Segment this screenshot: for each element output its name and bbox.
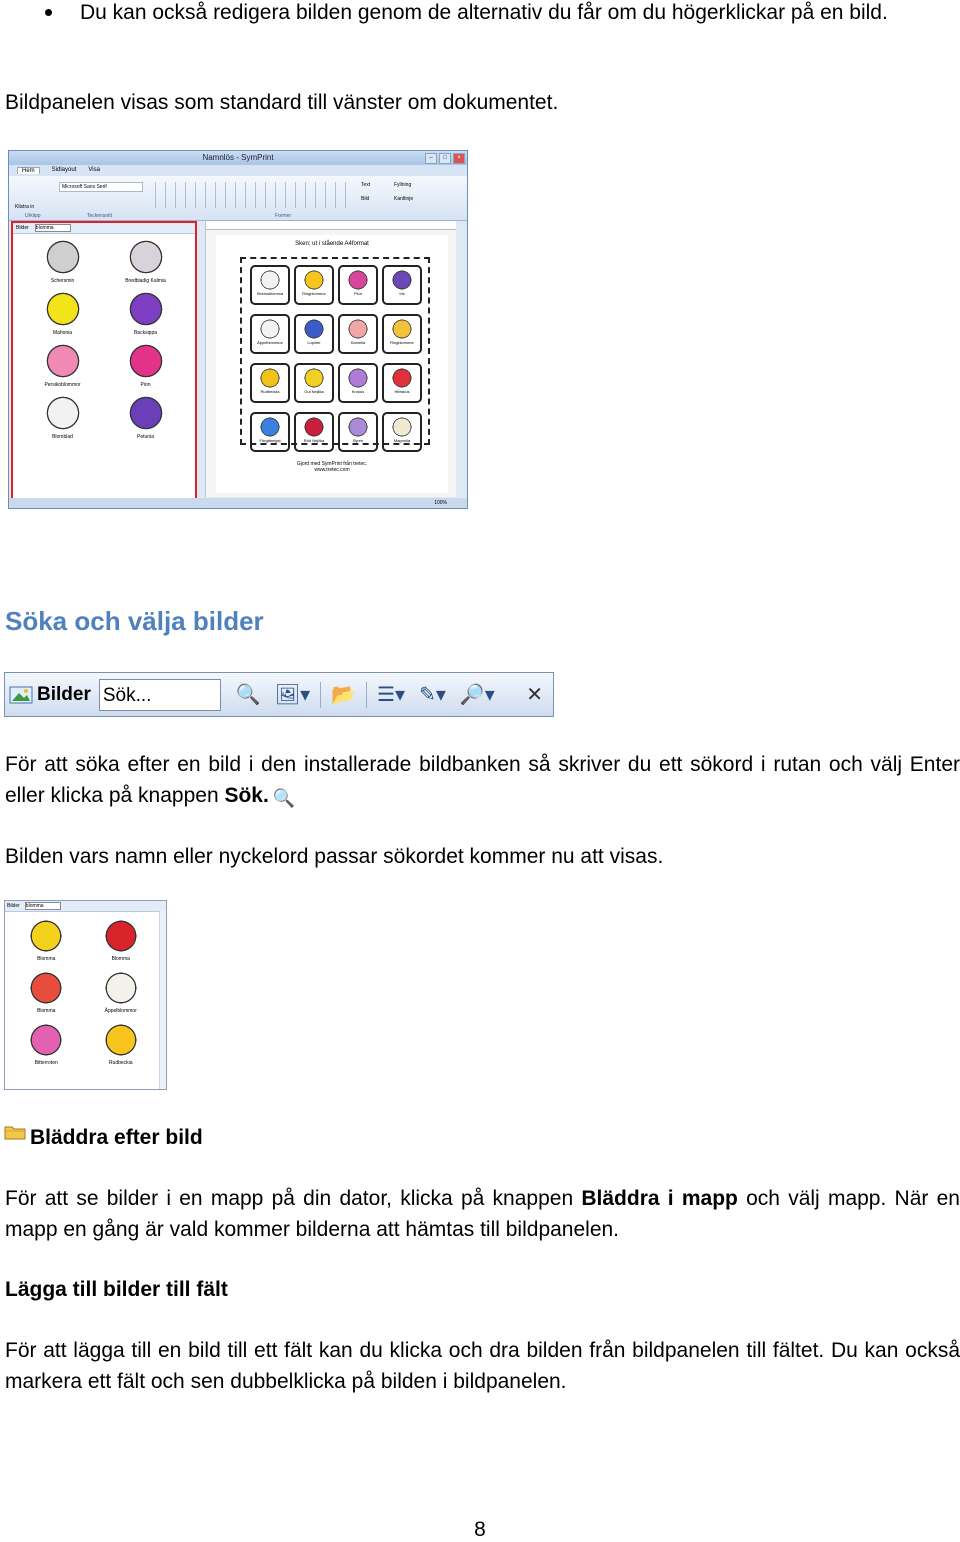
result-item: Blomma xyxy=(9,918,84,962)
card-label: Ringblommor xyxy=(302,291,326,296)
browse-paragraph: För att se bilder i en mapp på din dator, klicka på knappen Bläddra i mapp och välj mapp. När en mapp en gång är vald kommer bilderna att hämtas till bildpanelen. xyxy=(5,1187,960,1241)
binoculars-icon: 🔍 xyxy=(272,788,296,808)
sheet-title: Sken: ut i stående A4format xyxy=(295,241,369,247)
picture-card xyxy=(338,265,378,305)
result-paragraph: Bilden vars namn eller nyckelord passar sökordet kommer nu att visas. xyxy=(5,845,664,868)
maximize-icon: □ xyxy=(439,153,451,164)
flower-icon xyxy=(391,269,413,291)
picture-card xyxy=(294,412,334,452)
panel-toolbar: Bilder blomma xyxy=(13,223,195,234)
flower-icon xyxy=(28,970,64,1006)
tab-hem: Hem xyxy=(17,167,40,174)
picture-card xyxy=(338,363,378,403)
divider xyxy=(366,682,367,708)
flower-icon xyxy=(127,290,165,328)
flower-icon xyxy=(259,318,281,340)
flower-icon xyxy=(391,318,413,340)
panel-item: Petunia xyxy=(104,394,187,440)
tab-visa: Visa xyxy=(88,167,100,173)
flower-icon xyxy=(303,367,325,389)
panel-item: Blomblad xyxy=(21,394,104,440)
flower-icon xyxy=(259,416,281,438)
picture-card xyxy=(294,363,334,403)
card-label: Gul Nejlika xyxy=(304,389,324,394)
shapes-gallery xyxy=(149,182,349,208)
flower-icon xyxy=(303,416,325,438)
picture-card xyxy=(250,363,290,403)
edit-button[interactable]: ✎▾ xyxy=(419,684,446,706)
tab-sidlayout: Sidlayout xyxy=(51,167,77,173)
card-label: Pion xyxy=(353,291,362,296)
binoculars-search-button[interactable]: 🔍 xyxy=(235,684,261,706)
heading-add: Lägga till bilder till fält xyxy=(5,1278,228,1301)
picture-card xyxy=(382,412,422,452)
minimize-icon: – xyxy=(425,153,437,164)
window-titlebar: Namnlös - SymPrint – □ × xyxy=(9,151,467,165)
scrollbar xyxy=(159,911,166,1089)
flower-icon xyxy=(347,269,369,291)
ribbon: Klistra in Microsoft Sans Serif Text Fyllning Bild Kantlinje Urklipp Teckensnitt Former xyxy=(9,176,467,221)
flower-icon xyxy=(303,318,325,340)
picture-icon xyxy=(9,685,33,705)
divider xyxy=(320,682,321,708)
flower-icon xyxy=(347,416,369,438)
insert-picture-button[interactable]: 🖼▾ xyxy=(274,684,311,706)
image-panel-highlighted xyxy=(11,221,197,501)
result-item: Blomma xyxy=(84,918,159,962)
card-label: Ringblommor xyxy=(390,340,414,345)
results-grid xyxy=(5,912,166,1066)
toolbar-label: Bilder xyxy=(9,684,91,706)
close-icon: × xyxy=(453,153,465,164)
close-button[interactable]: ✕ xyxy=(526,684,543,706)
flower-icon xyxy=(347,367,369,389)
picture-card xyxy=(382,314,422,354)
picture-card xyxy=(338,314,378,354)
search-results-screenshot xyxy=(4,900,167,1090)
picture-card xyxy=(250,265,290,305)
flower-icon xyxy=(347,318,369,340)
card-label: Hibiskus xyxy=(394,389,410,394)
ribbon-tabs xyxy=(9,165,467,176)
image-toolbar xyxy=(4,672,554,717)
card-label: Lupiner xyxy=(307,340,321,345)
ruler xyxy=(206,221,456,230)
flower-icon xyxy=(44,394,82,432)
folder-open-button[interactable]: 📂 xyxy=(331,684,357,706)
card-label: Äppelblommor xyxy=(257,340,283,345)
view-list-button[interactable]: ☰▾ xyxy=(377,684,406,706)
flower-icon xyxy=(103,970,139,1006)
flower-icon xyxy=(127,394,165,432)
flower-icon xyxy=(103,1022,139,1058)
app-screenshot xyxy=(8,150,468,509)
sheet-footer: Gjord med SymPrint från tretec. www.tretec.com xyxy=(296,461,368,473)
card-label: Magnolia xyxy=(393,438,411,443)
bullet-icon xyxy=(45,9,52,16)
status-bar xyxy=(9,498,467,508)
picture-card xyxy=(382,363,422,403)
zoom-level: 100% xyxy=(434,500,447,506)
picture-card xyxy=(250,412,290,452)
search-paragraph: För att söka efter en bild i den installerade bildbanken så skriver du ett sökord i rutan och välj Enter eller klicka på knappen Sök. 🔍 xyxy=(5,749,960,814)
card-label: Sektusblomma xyxy=(256,291,284,296)
card-grid xyxy=(242,259,428,458)
card-label: Röd Nejlika xyxy=(303,438,325,443)
panel-item: Bredbladig Kalmia xyxy=(104,238,187,284)
intro-bullet: Du kan också redigera bilden genom de alternativ du får om du högerklickar på en bild. xyxy=(80,0,940,28)
paste-label: Klistra in xyxy=(15,204,35,210)
flower-icon xyxy=(303,269,325,291)
flower-icon xyxy=(127,342,165,380)
card-label: Iris xyxy=(399,291,405,296)
picture-card xyxy=(294,314,334,354)
flower-icon xyxy=(259,269,281,291)
flower-icon xyxy=(44,290,82,328)
card-label: Rudbeckia xyxy=(260,389,280,394)
panel-item: Mahonia xyxy=(21,290,104,336)
font-name-field: Microsoft Sans Serif xyxy=(59,182,143,192)
flower-icon xyxy=(28,918,64,954)
flower-icon xyxy=(44,238,82,276)
picture-card xyxy=(338,412,378,452)
picture-card xyxy=(382,265,422,305)
document-area xyxy=(205,221,456,497)
panel-item: Backsippa xyxy=(104,290,187,336)
panel-grid xyxy=(13,234,195,444)
card-label: Kamelia xyxy=(350,340,366,345)
add-paragraph: För att lägga till en bild till ett fält kan du klicka och dra bilden från bildpanelen till fältet. Du kan också markera ett fält och sen dubbelklicka på bilden i bildpanelen. xyxy=(5,1339,960,1393)
card-frame xyxy=(240,257,430,445)
result-item: Bitterroten xyxy=(9,1022,84,1066)
result-item: Blomma xyxy=(9,970,84,1014)
folder-icon xyxy=(4,1124,26,1140)
flower-icon xyxy=(28,1022,64,1058)
flower-icon xyxy=(259,367,281,389)
heading-browse: Bläddra efter bild xyxy=(30,1126,203,1149)
default-panel-text: Bildpanelen visas som standard till vänster om dokumentet. xyxy=(5,91,559,114)
card-label: Syren xyxy=(352,438,364,443)
card-label: Förgätmigej xyxy=(259,438,281,443)
search-input[interactable]: Sök... xyxy=(99,679,221,711)
page-number: 8 xyxy=(474,1518,486,1541)
panel-item: Persikoblommor xyxy=(21,342,104,388)
card-label: Krokus xyxy=(351,389,365,394)
flower-icon xyxy=(44,342,82,380)
flower-icon xyxy=(103,918,139,954)
document-sheet xyxy=(216,235,448,493)
result-item: Rudbeckia xyxy=(84,1022,159,1066)
result-item: Äppelblommor xyxy=(84,970,159,1014)
picture-card xyxy=(294,265,334,305)
search-options-button[interactable]: 🔎▾ xyxy=(459,684,495,706)
picture-card xyxy=(250,314,290,354)
flower-icon xyxy=(391,416,413,438)
panel-toolbar: Bilder blomma xyxy=(5,901,166,912)
flower-icon xyxy=(391,367,413,389)
panel-item: Schersmin xyxy=(21,238,104,284)
flower-icon xyxy=(127,238,165,276)
heading-search: Söka och välja bilder xyxy=(5,606,264,636)
panel-item: Pion xyxy=(104,342,187,388)
